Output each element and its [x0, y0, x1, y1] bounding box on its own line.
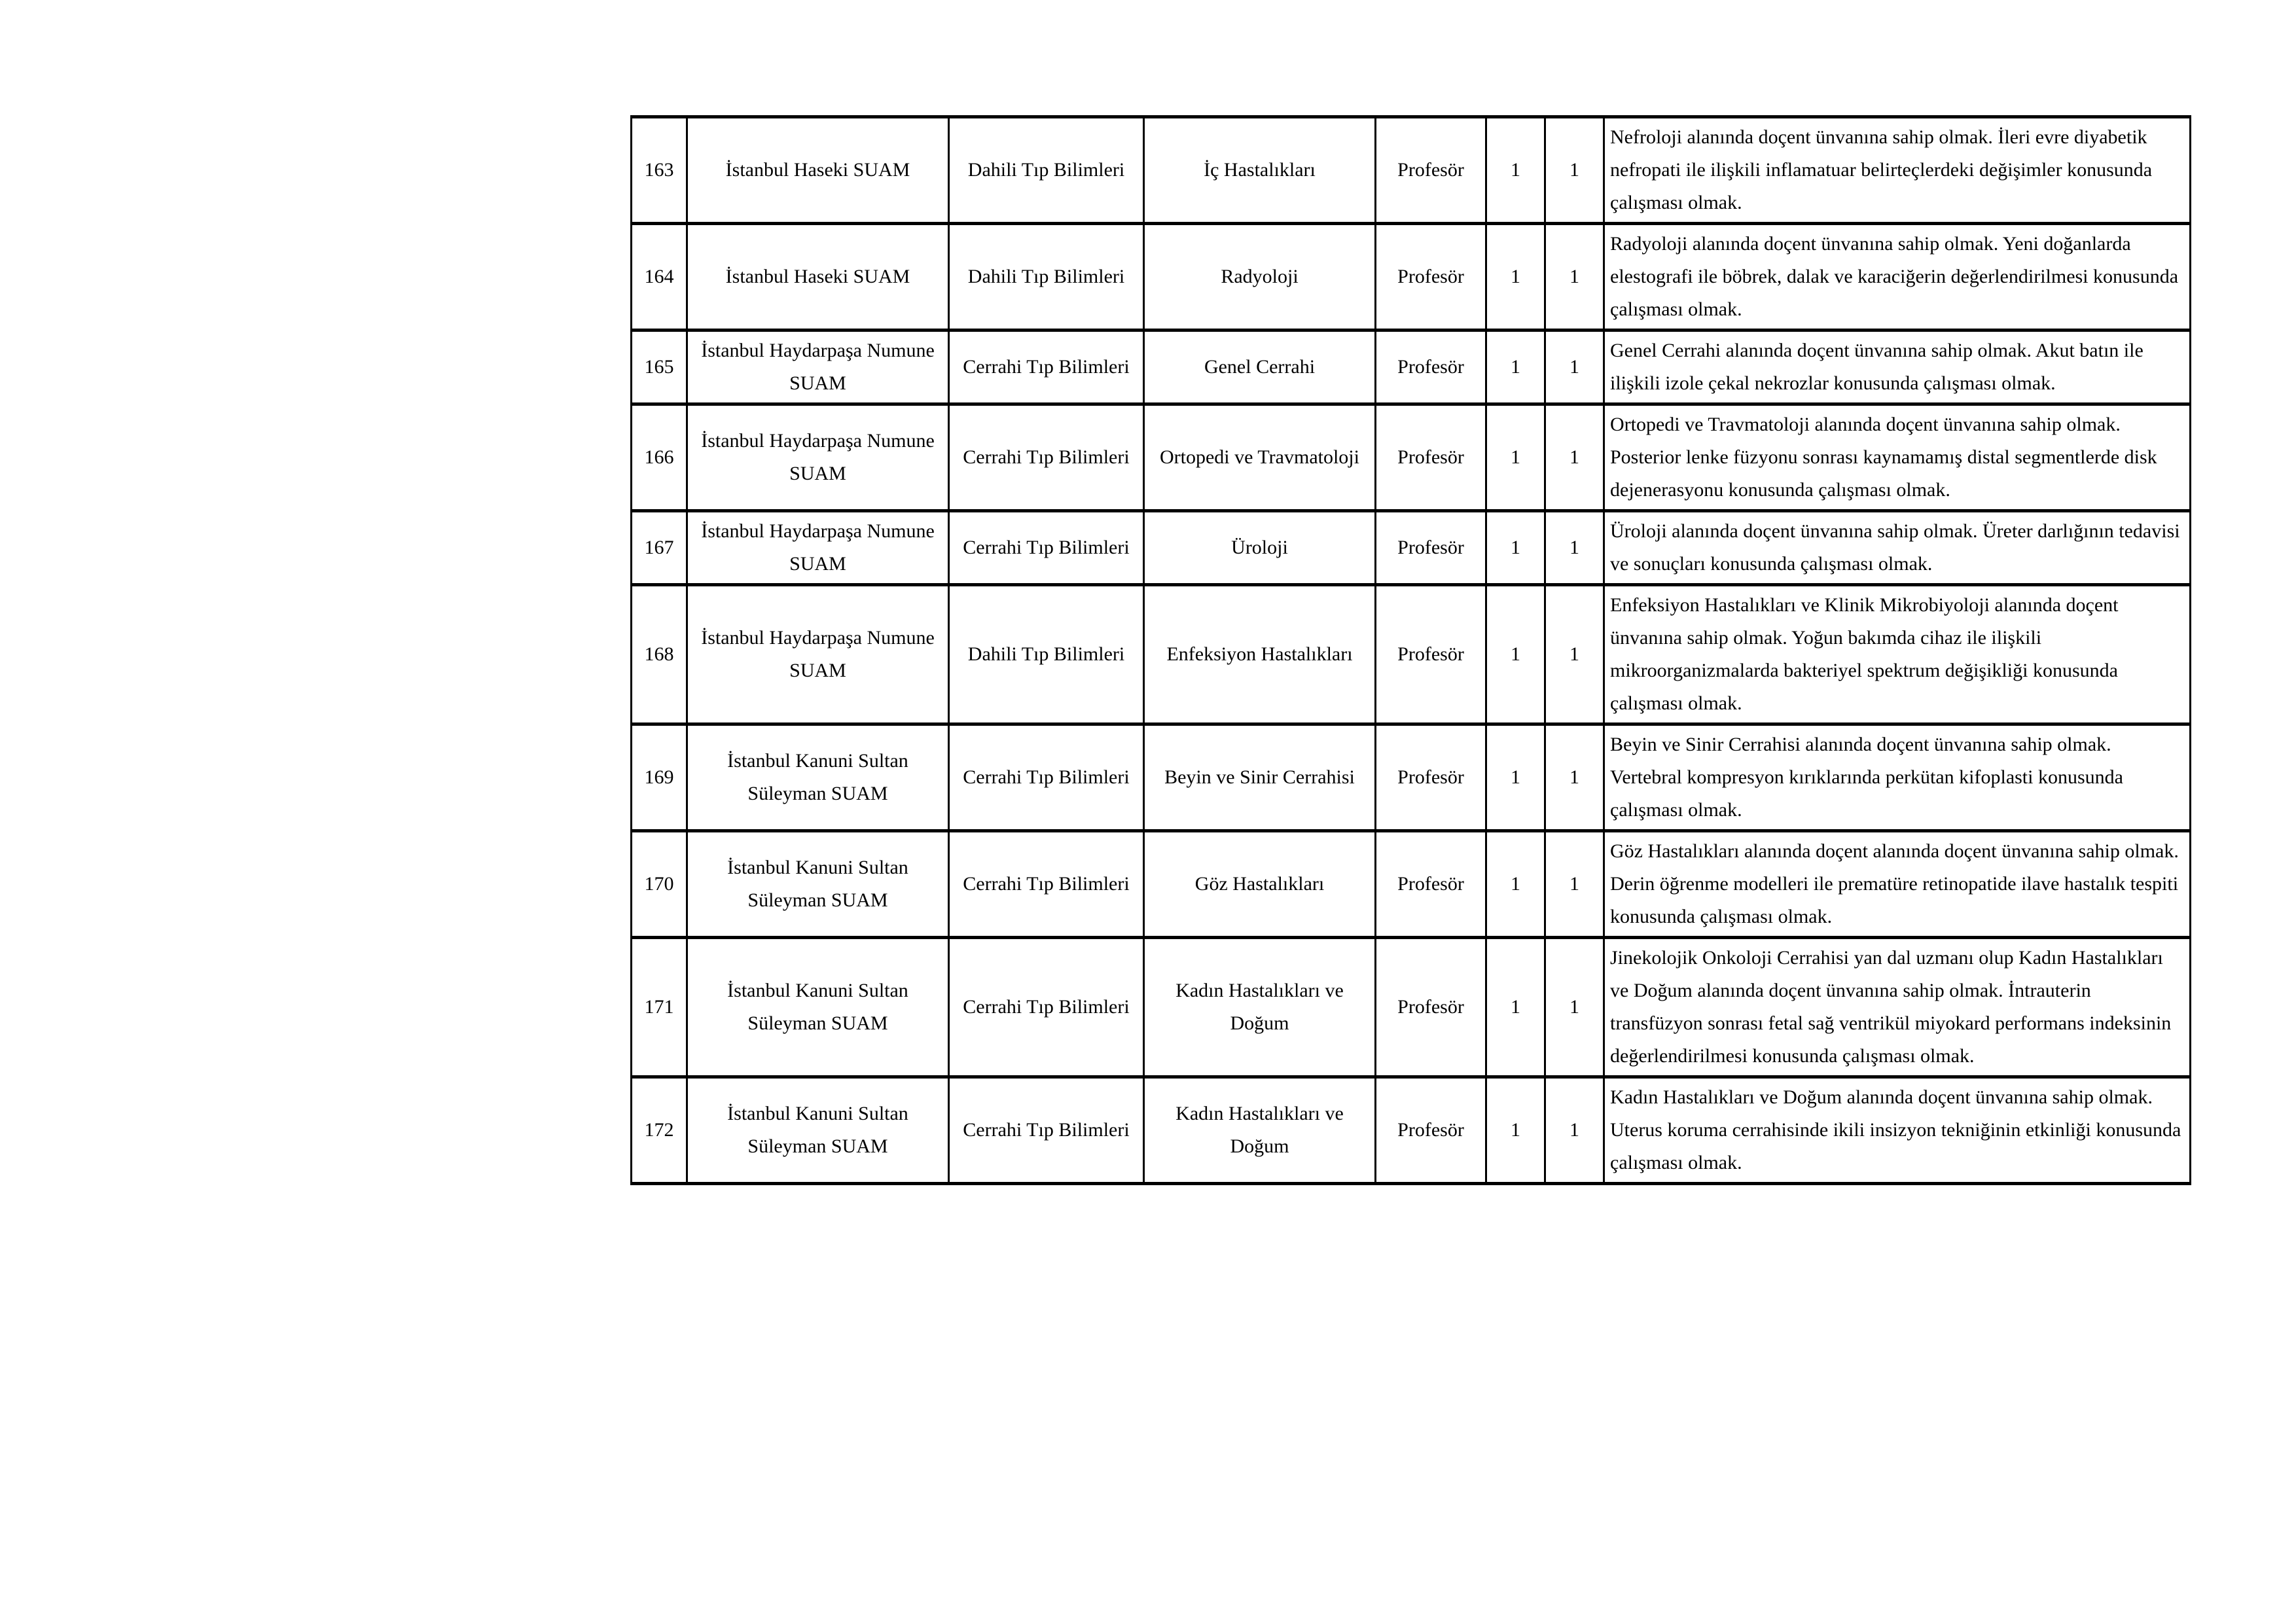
- institution-cell: İstanbul Haseki SUAM: [687, 224, 949, 330]
- academic-positions-table: [630, 115, 2191, 1185]
- description-cell: Nefroloji alanında doçent ünvanına sahip olmak. İleri evre diyabetik nefropati ile ilişkili inflamatuar belirteçlerdeki değişimler konusunda çalışması olmak.: [1604, 117, 2191, 224]
- quota-cell-2: 1: [1545, 224, 1604, 330]
- specialty-cell: İç Hastalıkları: [1144, 117, 1376, 224]
- description-cell: Genel Cerrahi alanında doçent ünvanına sahip olmak. Akut batın ile ilişkili izole çekal nekrozlar konusunda çalışması olmak.: [1604, 330, 2191, 404]
- department-cell: Cerrahi Tıp Bilimleri: [949, 831, 1144, 938]
- quota-cell-2: 1: [1545, 585, 1604, 724]
- department-cell: Dahili Tıp Bilimleri: [949, 585, 1144, 724]
- quota-cell-1: 1: [1486, 831, 1545, 938]
- quota-cell-2: 1: [1545, 1077, 1604, 1184]
- institution-cell: İstanbul Haydarpaşa Numune SUAM: [687, 330, 949, 404]
- quota-cell-2: 1: [1545, 831, 1604, 938]
- quota-cell-1: 1: [1486, 330, 1545, 404]
- department-cell: Cerrahi Tıp Bilimleri: [949, 938, 1144, 1077]
- department-cell: Cerrahi Tıp Bilimleri: [949, 330, 1144, 404]
- quota-cell-2: 1: [1545, 330, 1604, 404]
- table-row: [632, 724, 2191, 831]
- table-row: [632, 831, 2191, 938]
- department-cell: Cerrahi Tıp Bilimleri: [949, 1077, 1144, 1184]
- specialty-cell: Üroloji: [1144, 511, 1376, 585]
- quota-cell-1: 1: [1486, 511, 1545, 585]
- quota-cell-2: 1: [1545, 117, 1604, 224]
- description-cell: Enfeksiyon Hastalıkları ve Klinik Mikrobiyoloji alanında doçent ünvanına sahip olmak. Yoğun bakımda cihaz ile ilişkili mikroorganizmalarda bakteriyel spektrum değişikliği konusunda çalışması olmak.: [1604, 585, 2191, 724]
- description-cell: Üroloji alanında doçent ünvanına sahip olmak. Üreter darlığının tedavisi ve sonuçları konusunda çalışması olmak.: [1604, 511, 2191, 585]
- table-row: [632, 117, 2191, 224]
- quota-cell-1: 1: [1486, 117, 1545, 224]
- row-number-cell: 170: [632, 831, 687, 938]
- institution-cell: İstanbul Haydarpaşa Numune SUAM: [687, 511, 949, 585]
- row-number-cell: 168: [632, 585, 687, 724]
- row-number-cell: 164: [632, 224, 687, 330]
- description-cell: Radyoloji alanında doçent ünvanına sahip olmak. Yeni doğanlarda elestografi ile böbrek, dalak ve karaciğerin değerlendirilmesi konusunda çalışması olmak.: [1604, 224, 2191, 330]
- specialty-cell: Göz Hastalıkları: [1144, 831, 1376, 938]
- title-cell: Profesör: [1376, 585, 1486, 724]
- specialty-cell: Kadın Hastalıkları ve Doğum: [1144, 938, 1376, 1077]
- title-cell: Profesör: [1376, 938, 1486, 1077]
- institution-cell: İstanbul Kanuni Sultan Süleyman SUAM: [687, 724, 949, 831]
- title-cell: Profesör: [1376, 724, 1486, 831]
- row-number-cell: 167: [632, 511, 687, 585]
- table-row: [632, 224, 2191, 330]
- title-cell: Profesör: [1376, 117, 1486, 224]
- department-cell: Dahili Tıp Bilimleri: [949, 117, 1144, 224]
- specialty-cell: Kadın Hastalıkları ve Doğum: [1144, 1077, 1376, 1184]
- institution-cell: İstanbul Kanuni Sultan Süleyman SUAM: [687, 831, 949, 938]
- table-row: [632, 511, 2191, 585]
- department-cell: Cerrahi Tıp Bilimleri: [949, 404, 1144, 511]
- specialty-cell: Genel Cerrahi: [1144, 330, 1376, 404]
- quota-cell-1: 1: [1486, 938, 1545, 1077]
- table-row: [632, 1077, 2191, 1184]
- quota-cell-1: 1: [1486, 585, 1545, 724]
- quota-cell-1: 1: [1486, 404, 1545, 511]
- title-cell: Profesör: [1376, 224, 1486, 330]
- quota-cell-2: 1: [1545, 938, 1604, 1077]
- title-cell: Profesör: [1376, 831, 1486, 938]
- quota-cell-1: 1: [1486, 724, 1545, 831]
- department-cell: Dahili Tıp Bilimleri: [949, 224, 1144, 330]
- title-cell: Profesör: [1376, 1077, 1486, 1184]
- quota-cell-2: 1: [1545, 404, 1604, 511]
- quota-cell-2: 1: [1545, 511, 1604, 585]
- specialty-cell: Radyoloji: [1144, 224, 1376, 330]
- description-cell: Kadın Hastalıkları ve Doğum alanında doçent ünvanına sahip olmak. Uterus koruma cerrahisinde ikili insizyon tekniğinin etkinliği konusunda çalışması olmak.: [1604, 1077, 2191, 1184]
- institution-cell: İstanbul Kanuni Sultan Süleyman SUAM: [687, 1077, 949, 1184]
- quota-cell-1: 1: [1486, 1077, 1545, 1184]
- institution-cell: İstanbul Kanuni Sultan Süleyman SUAM: [687, 938, 949, 1077]
- title-cell: Profesör: [1376, 330, 1486, 404]
- specialty-cell: Beyin ve Sinir Cerrahisi: [1144, 724, 1376, 831]
- description-cell: Jinekolojik Onkoloji Cerrahisi yan dal uzmanı olup Kadın Hastalıkları ve Doğum alanında doçent ünvanına sahip olmak. İntrauterin transfüzyon sonrası fetal sağ ventrikül miyokard performans indeksinin değerlendirilmesi konusunda çalışması olmak.: [1604, 938, 2191, 1077]
- institution-cell: İstanbul Haydarpaşa Numune SUAM: [687, 585, 949, 724]
- row-number-cell: 169: [632, 724, 687, 831]
- specialty-cell: Ortopedi ve Travmatoloji: [1144, 404, 1376, 511]
- description-cell: Ortopedi ve Travmatoloji alanında doçent ünvanına sahip olmak. Posterior lenke füzyonu sonrası kaynamamış distal segmentlerde disk dejenerasyonu konusunda çalışması olmak.: [1604, 404, 2191, 511]
- description-cell: Beyin ve Sinir Cerrahisi alanında doçent ünvanına sahip olmak. Vertebral kompresyon kırıklarında perkütan kifoplasti konusunda çalışması olmak.: [1604, 724, 2191, 831]
- table-row: [632, 404, 2191, 511]
- quota-cell-2: 1: [1545, 724, 1604, 831]
- table-row: [632, 585, 2191, 724]
- table-body: [632, 117, 2191, 1184]
- specialty-cell: Enfeksiyon Hastalıkları: [1144, 585, 1376, 724]
- table-row: [632, 938, 2191, 1077]
- row-number-cell: 172: [632, 1077, 687, 1184]
- row-number-cell: 165: [632, 330, 687, 404]
- institution-cell: İstanbul Haydarpaşa Numune SUAM: [687, 404, 949, 511]
- institution-cell: İstanbul Haseki SUAM: [687, 117, 949, 224]
- row-number-cell: 171: [632, 938, 687, 1077]
- description-cell: Göz Hastalıkları alanında doçent alanında doçent ünvanına sahip olmak. Derin öğrenme modelleri ile prematüre retinopatide ilave hastalık tespiti konusunda çalışması olmak.: [1604, 831, 2191, 938]
- department-cell: Cerrahi Tıp Bilimleri: [949, 724, 1144, 831]
- department-cell: Cerrahi Tıp Bilimleri: [949, 511, 1144, 585]
- quota-cell-1: 1: [1486, 224, 1545, 330]
- title-cell: Profesör: [1376, 511, 1486, 585]
- title-cell: Profesör: [1376, 404, 1486, 511]
- row-number-cell: 163: [632, 117, 687, 224]
- row-number-cell: 166: [632, 404, 687, 511]
- table-row: [632, 330, 2191, 404]
